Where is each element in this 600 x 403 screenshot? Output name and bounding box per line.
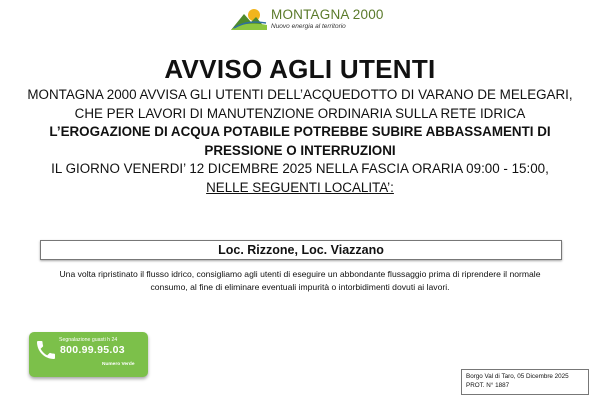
document-meta [461, 369, 589, 395]
advice-line-1: Una volta ripristinato il flusso idrico, consigliamo agli utenti di eseguire un abbondante flussaggio prima di riprendere il normale [59, 269, 541, 279]
notice-line-6: NELLE SEGUENTI LOCALITA’: [206, 179, 394, 195]
place-date: Borgo Val di Taro, 05 Dicembre 2025 [466, 373, 569, 380]
notice-line-2: CHE PER LAVORI DI MANUTENZIONE ORDINARIA SULLA RETE IDRICA [74, 105, 526, 121]
protocol-number: PROT. N° 1887 [466, 382, 510, 389]
notice-line-4: PRESSIONE O INTERRUZIONI [204, 142, 396, 158]
notice-title: AVVISO AGLI UTENTI [164, 54, 436, 84]
phone-icon [34, 338, 58, 362]
hotline-card[interactable] [29, 332, 148, 377]
advice-line-2: consumo, al fine di eliminare eventuali impurità o intorbidimenti dovuti ai lavori. [150, 282, 450, 292]
notice-line-3: L’EROGAZIONE DI ACQUA POTABILE POTREBBE SUBIRE ABBASSAMENTI DI [49, 124, 551, 139]
hotline-label: Segnalazione guasti h 24 [59, 337, 118, 343]
notice-line-5: IL GIORNO VENERDI’ 12 DICEMBRE 2025 NELLA FASCIA ORARIA 09:00 - 15:00, [51, 161, 549, 176]
logo-name: MONTAGNA 2000 [271, 7, 384, 22]
locations-box: Loc. Rizzone, Loc. Viazzano [40, 240, 562, 260]
advice-note [25, 268, 575, 294]
hotline-free-label: Numero Verde [102, 362, 135, 367]
mountain-sun-logo-icon [230, 6, 268, 32]
notice-line-1: MONTAGNA 2000 AVVISA GLI UTENTI DELL’ACQUEDOTTO DI VARANO DE MELEGARI, [27, 87, 573, 102]
notice-body [10, 86, 590, 197]
hotline-number[interactable]: 800.99.95.03 [60, 344, 125, 356]
logo-tagline: Nuovo energia al territorio [271, 23, 346, 30]
company-logo [230, 6, 384, 34]
